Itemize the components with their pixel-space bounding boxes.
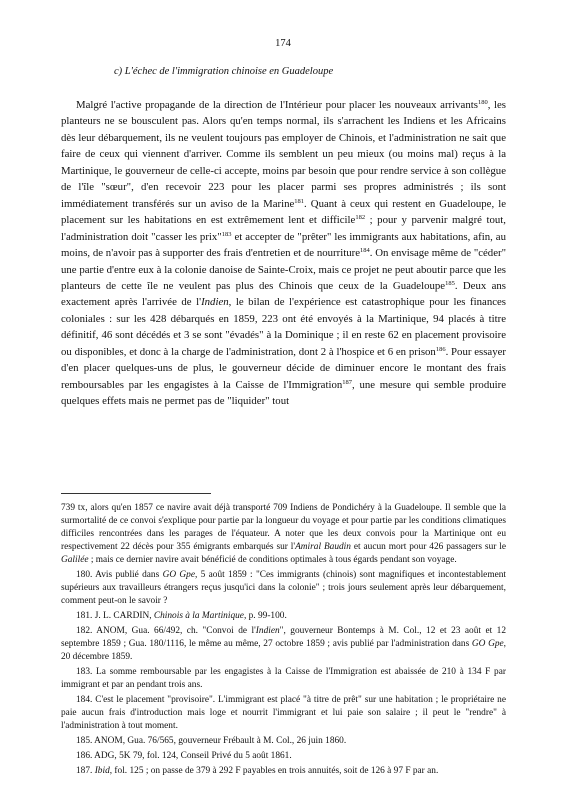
text-run: , les planteurs ne se bousculent pas. Alors qu'en temps normal, ils s'arrachent les Indiens et les Africains dès leur débarquement, ils ne veulent toujours pas employer de Chinois, et l'administration ne sait que faire de ceux qui viennent d'arriver. Comme ils semblent un peu mieux (ou moins mal) reçus à la Martinique, le gouverneur de celle-ci accepte, moins par besoin que pour rendre service à son collègue de l'île "sœur", d'en recevoir 223 pour les placer parmi ses propres administrés ; ils sont immédiatement transférés sur un aviso de la Marine [61,99,506,210]
footnote [61,610,506,623]
section-title: c) L'échec de l'immigration chinoise en Guadeloupe [114,66,334,77]
text-run: Malgré l'active propagande de la direction de l'Intérieur pour placer les nouveaux arrivants [76,99,478,111]
text-run: , une mesure qui semble produire quelques effets mais ne permet pas de "liquider" tout [61,378,506,408]
body-paragraph [61,97,506,410]
text-run: 184. C'est le placement "provisoire". L'immigrant est placé "à titre de prêt" sur une habitation ; le propriétaire ne paie aucun frais d'introduction mais loge et nourrit l'immigrant et lui paie son salaire ; il peut le "rendre" à l'administration à tout moment. [61,695,506,732]
text-run: 182. ANOM, Gua. 66/492, ch. "Convoi de l' [76,626,256,637]
italic-text: Chinois à la Martinique [153,611,244,622]
text-run: ", gouverneur Bontemps à M. Col., 12 et 23 août et 12 septembre 1859 ; Gua. 180/1116, le même au même, 27 octobre 1859 ; avis publié par l'administration dans [61,626,506,650]
footnote [61,694,506,733]
footnote-ref: 182 [355,214,366,222]
italic-text: Indien [201,296,229,309]
footnote [61,625,506,664]
text-run: . Deux ans exactement après l'arrivée de l' [61,279,506,309]
text-run: , le bilan de l'expérience est catastrophique pour les finances coloniales : sur les 428 débarqués en 1859, 223 ont été envoyés à la Martinique, 94 placés à titre définitif, 46 sont décédés et 3 se sont "évadés" à la Dominique ; il en reste 62 en placement provisoire ou disponibles, et donc à la charge de l'administration, dont 2 à l'hospice et 6 en prison [61,296,506,358]
body-text [61,97,506,410]
footnote-ref: 183 [221,230,232,238]
text-run: . Pour essayer d'en placer quelques-uns de plus, le gouverneur décide de diminuer encore le montant des frais remboursables par les engagistes à la Caisse de l'Immigration [61,345,506,391]
footnote-ref: 180 [477,99,488,106]
footnote-ref: 181 [294,197,305,205]
footnote-separator [61,493,211,494]
text-run: 187. [76,766,95,777]
text-run: 185. ANOM, Gua. 76/565, gouverneur Frébault à M. Col., 26 juin 1860. [76,736,347,747]
footnote-ref: 184 [360,247,370,255]
footnote [61,666,506,692]
text-run: et accepter de "prêter" les immigrants aux habitations, afin, au moins, de n'avoir pas à supporter des frais d'entretien et de nourriture [61,230,506,260]
text-run: , 5 août 1859 : "Ces immigrants (chinois) sont magnifiques et incontestablement supérieurs aux travailleurs étrangers reçus jusqu'ici dans la colonie" ; trois jours seulement après leur débarquement, comment peut-on le savoir ? [61,570,506,607]
italic-text: Amiral Baudin [295,542,351,553]
text-run: 739 tx, alors qu'en 1857 ce navire avait déjà transporté 709 Indiens de Pondichéry à la Guadeloupe. Il semble que la surmortalité de ce convoi s'explique pour partie par la longueur du voyage et pour partie par les conditions climatiques difficiles rencontrées dans les parages de l'équateur. A noter que les deux convois pour la Martinique ont eu respectivement 22 décès pour 355 émigrants embarqués sur l' [61,503,506,553]
footnotes [61,502,506,780]
footnote-continuation [61,502,506,567]
text-run: ; mais ce dernier navire avait bénéficié de conditions optimales à tous égards pendant son voyage. [88,555,457,566]
text-run: 180. Avis publié dans [76,570,163,581]
footnote-ref: 185 [445,279,455,287]
footnote-ref: 186 [435,345,446,353]
italic-text: GO Gpe [471,639,504,650]
text-run: 183. La somme remboursable par les engagistes à la Caisse de l'Immigration est abaissée de 210 à 134 F par immigrant et par an pendant trois ans. [61,667,506,691]
text-run: ; pour y parvenir malgré tout, l'administration doit "casser les prix" [61,214,506,243]
text-run: , p. 99-100. [243,611,287,622]
text-run: . Quant à ceux qui restent en Guadeloupe, le placement sur les habitations en est extrêmement lent et difficile [61,197,506,227]
italic-text: Indien [255,626,280,637]
text-run: et aucun mort pour 426 passagers sur le [350,542,507,553]
italic-text: GO Gpe [162,570,195,581]
footnote [61,750,506,763]
text-run: , 20 décembre 1859. [61,639,506,663]
page-number: 174 [275,38,291,49]
footnote [61,765,506,778]
italic-text: Galilée [61,555,89,566]
footnote [61,569,506,608]
text-run: 181. J. L. CARDIN, [76,611,154,622]
text-run: . On envisage même de "céder" une partie d'entre eux à la colonie danoise de Sainte-Croix, mais ce projet ne peut aboutir parce que les planteurs de cette île ne veulent pas plus des Chinois que ceux de la Guadeloupe [61,247,507,292]
footnote-ref: 187 [342,378,353,386]
footnote [61,735,506,748]
text-run: 186. ADG, 5K 79, fol. 124, Conseil Privé du 5 août 1861. [76,751,292,762]
italic-text: Ibid [94,766,110,777]
text-run: , fol. 125 ; on passe de 379 à 292 F payables en trois annuités, soit de 126 à 97 F par an. [109,766,439,777]
